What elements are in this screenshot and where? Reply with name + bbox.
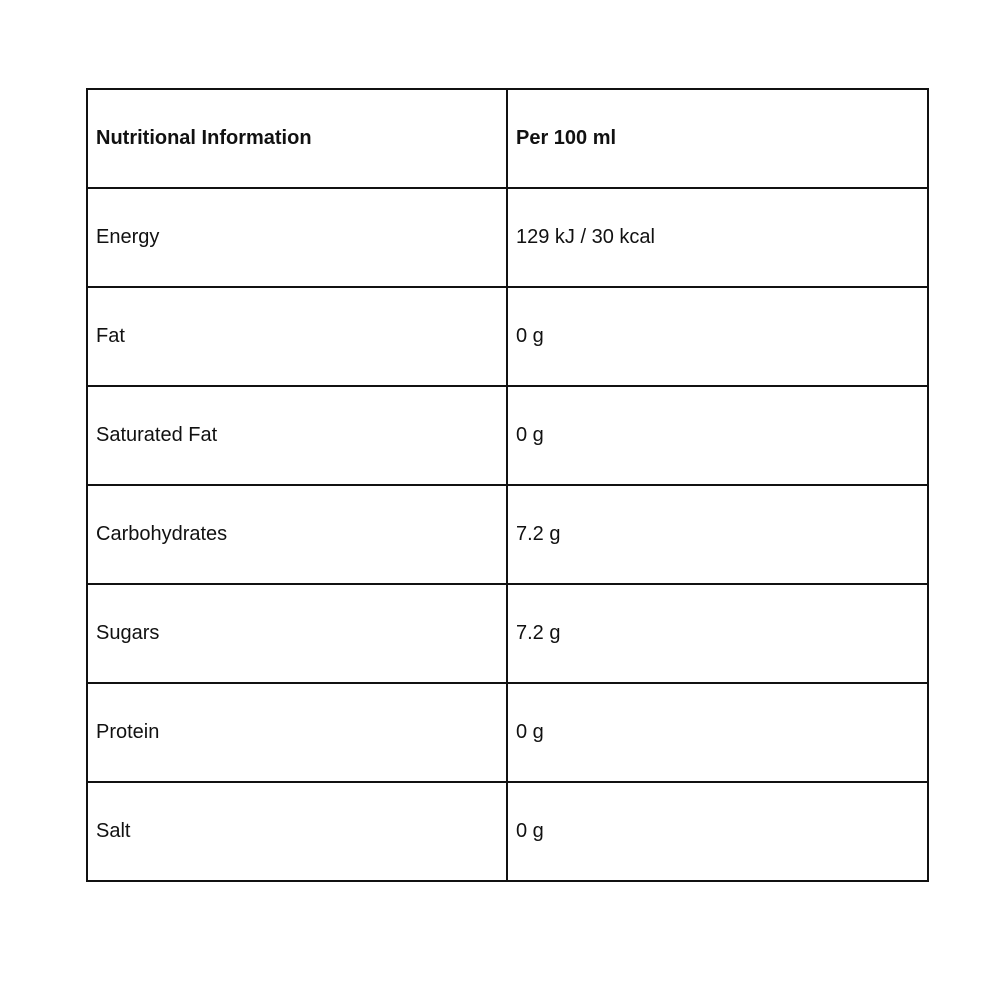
nutrient-amount: 0 g [507,683,928,782]
table-header [87,89,928,188]
nutrient-name: Saturated Fat [87,386,507,485]
header-nutrient: Nutritional Information [87,89,507,188]
nutrient-name: Carbohydrates [87,485,507,584]
nutrient-name: Energy [87,188,507,287]
header-row [87,89,928,188]
table-row [87,188,928,287]
table-row [87,584,928,683]
nutrient-amount: 7.2 g [507,485,928,584]
nutrient-amount: 0 g [507,287,928,386]
nutrient-amount: 0 g [507,386,928,485]
nutrient-name: Protein [87,683,507,782]
table-row [87,683,928,782]
nutrition-table [86,88,929,882]
header-amount: Per 100 ml [507,89,928,188]
nutrient-name: Sugars [87,584,507,683]
table-row [87,386,928,485]
nutrient-name: Salt [87,782,507,881]
table-body [87,188,928,881]
table-row [87,782,928,881]
nutrient-amount: 129 kJ / 30 kcal [507,188,928,287]
nutrient-name: Fat [87,287,507,386]
nutrient-amount: 0 g [507,782,928,881]
table-row [87,485,928,584]
nutrient-amount: 7.2 g [507,584,928,683]
table-row [87,287,928,386]
